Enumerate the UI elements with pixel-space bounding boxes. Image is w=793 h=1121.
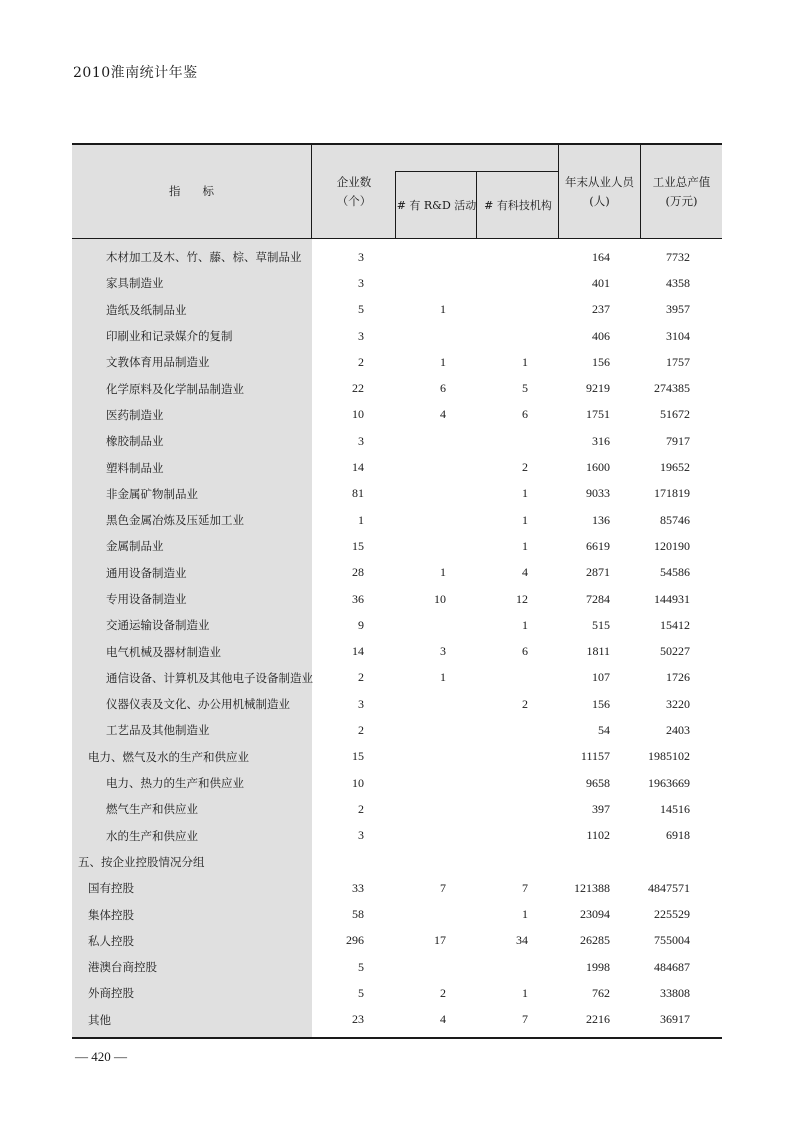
cell-enterprise-count: 15 [352, 749, 364, 764]
cell-employees: 107 [592, 670, 610, 685]
row-indicator-name: 通信设备、计算机及其他电子设备制造业 [106, 670, 313, 685]
cell-output-value: 51672 [660, 407, 690, 422]
table-row [72, 297, 722, 323]
cell-employees: 2871 [586, 565, 610, 580]
cell-enterprise-count: 5 [358, 959, 364, 974]
cell-employees: 156 [592, 696, 610, 711]
table-body [72, 239, 722, 1037]
cell-with-rd: 7 [440, 880, 446, 895]
row-indicator-name: 仪器仪表及文化、办公用机械制造业 [106, 697, 290, 712]
table-row [72, 717, 722, 743]
cell-with-tech-org: 2 [522, 696, 528, 711]
cell-employees: 316 [592, 433, 610, 448]
row-indicator-name: 燃气生产和供应业 [106, 802, 198, 817]
cell-employees: 9658 [586, 775, 610, 790]
cell-with-rd: 6 [440, 381, 446, 396]
row-indicator-name: 专用设备制造业 [106, 592, 187, 606]
table-row [72, 454, 722, 480]
cell-output-value: 4358 [666, 275, 690, 290]
table-row [72, 954, 722, 980]
row-indicator-name: 文教体育用品制造业 [106, 355, 210, 370]
cell-employees: 1811 [586, 644, 610, 659]
page-number: — 420 — [75, 1049, 127, 1064]
header-output-label: 工业总产值 [652, 174, 711, 189]
row-indicator-name: 私人控股 [88, 933, 134, 948]
cell-employees: 9219 [586, 381, 610, 396]
cell-with-tech-org: 1 [522, 985, 528, 1000]
row-indicator-name: 港澳台商控股 [88, 960, 157, 975]
cell-output-value: 50227 [660, 644, 690, 659]
cell-output-value: 1985102 [648, 749, 690, 764]
cell-output-value: 4847571 [648, 880, 690, 895]
cell-enterprise-count: 2 [358, 722, 364, 737]
cell-employees: 237 [592, 302, 610, 317]
table-header [72, 145, 722, 239]
cell-enterprise-count: 15 [352, 538, 364, 553]
row-indicator-name: 橡胶制品业 [106, 434, 164, 449]
table-row [72, 375, 722, 401]
cell-output-value: 755004 [654, 933, 690, 948]
table-row [72, 507, 722, 533]
cell-with-rd: 10 [434, 591, 446, 606]
row-indicator-name: 造纸及纸制品业 [106, 302, 187, 317]
row-indicator-name: 外商控股 [88, 986, 134, 1001]
cell-with-tech-org: 1 [522, 617, 528, 632]
cell-with-tech-org: 7 [522, 880, 528, 895]
cell-enterprise-count: 3 [358, 328, 364, 343]
cell-output-value: 36917 [660, 1012, 690, 1027]
cell-employees: 164 [592, 249, 610, 264]
cell-with-tech-org: 1 [522, 486, 528, 501]
cell-output-value: 33808 [660, 985, 690, 1000]
cell-output-value: 3104 [666, 328, 690, 343]
cell-employees: 136 [592, 512, 610, 527]
cell-enterprise-count: 81 [352, 486, 364, 501]
cell-enterprise-count: 14 [352, 460, 364, 475]
row-indicator-name: 工艺品及其他制造业 [106, 723, 210, 738]
header-employees-label: 年末从业人员 [565, 174, 634, 189]
cell-output-value: 7917 [666, 433, 690, 448]
cell-enterprise-count: 2 [358, 354, 364, 369]
table-row [72, 901, 722, 927]
row-indicator-name: 木材加工及木、竹、藤、棕、草制品业 [106, 250, 302, 265]
cell-enterprise-count: 22 [352, 381, 364, 396]
row-indicator-name: 电气机械及器材制造业 [106, 644, 221, 659]
cell-employees: 397 [592, 801, 610, 816]
row-indicator-name: 集体控股 [88, 907, 134, 922]
cell-output-value: 54586 [660, 565, 690, 580]
cell-output-value: 3957 [666, 302, 690, 317]
table-row [72, 270, 722, 296]
cell-output-value: 14516 [660, 801, 690, 816]
row-indicator-name: 金属制品业 [106, 539, 164, 554]
cell-output-value: 6918 [666, 828, 690, 843]
cell-with-tech-org: 2 [522, 460, 528, 475]
cell-employees: 26285 [580, 933, 610, 948]
cell-employees: 515 [592, 617, 610, 632]
table-row [72, 744, 722, 770]
cell-output-value: 19652 [660, 460, 690, 475]
cell-employees: 6619 [586, 538, 610, 553]
cell-with-rd: 4 [440, 407, 446, 422]
table-row [72, 402, 722, 428]
cell-with-tech-org: 12 [516, 591, 528, 606]
table-row [72, 428, 722, 454]
cell-employees: 1998 [586, 959, 610, 974]
table-row [72, 875, 722, 901]
row-indicator-name: 通用设备制造业 [106, 565, 187, 580]
running-head: 2010淮南统计年鉴 [73, 65, 198, 81]
table-row [72, 691, 722, 717]
header-enterprise-count-unit: （个） [336, 193, 372, 208]
cell-output-value: 15412 [660, 617, 690, 632]
cell-output-value: 1757 [666, 354, 690, 369]
table-row [72, 349, 722, 375]
table-row [72, 980, 722, 1006]
table-row [72, 796, 722, 822]
row-indicator-name: 电力、热力的生产和供应业 [106, 776, 244, 791]
cell-enterprise-count: 3 [358, 249, 364, 264]
row-indicator-name: 家具制造业 [106, 276, 164, 291]
cell-employees: 1102 [586, 828, 610, 843]
row-indicator-name: 电力、燃气及水的生产和供应业 [88, 749, 249, 764]
table-row [72, 323, 722, 349]
table-row [72, 849, 722, 875]
table-row [72, 1007, 722, 1033]
row-indicator-name: 五、按企业控股情况分组 [78, 854, 205, 869]
cell-enterprise-count: 36 [352, 591, 364, 606]
cell-with-rd: 1 [440, 302, 446, 317]
cell-with-tech-org: 7 [522, 1012, 528, 1027]
cell-employees: 762 [592, 985, 610, 1000]
cell-employees: 23094 [580, 907, 610, 922]
cell-output-value: 120190 [654, 538, 690, 553]
table-row [72, 928, 722, 954]
statistics-table [72, 143, 722, 1039]
header-indicator: 指标 [72, 145, 312, 238]
cell-employees: 1600 [586, 460, 610, 475]
cell-with-tech-org: 34 [516, 933, 528, 948]
cell-employees: 9033 [586, 486, 610, 501]
cell-enterprise-count: 296 [346, 933, 364, 948]
row-indicator-name: 水的生产和供应业 [106, 828, 198, 843]
cell-output-value: 484687 [654, 959, 690, 974]
cell-with-rd: 17 [434, 933, 446, 948]
cell-employees: 2216 [586, 1012, 610, 1027]
cell-enterprise-count: 2 [358, 801, 364, 816]
cell-enterprise-count: 58 [352, 907, 364, 922]
cell-with-rd: 4 [440, 1012, 446, 1027]
table-row [72, 586, 722, 612]
cell-enterprise-count: 3 [358, 696, 364, 711]
row-indicator-name: 其他 [88, 1012, 111, 1027]
cell-output-value: 171819 [654, 486, 690, 501]
row-indicator-name: 交通运输设备制造业 [106, 618, 210, 633]
row-indicator-name: 医药制造业 [106, 407, 164, 422]
cell-with-rd: 1 [440, 670, 446, 685]
row-indicator-name: 化学原料及化学制品制造业 [106, 381, 244, 396]
header-output-unit: (万元) [665, 193, 698, 208]
cell-employees: 54 [598, 722, 610, 737]
cell-employees: 156 [592, 354, 610, 369]
header-with-tech-org: # 有科技机构 [476, 171, 559, 238]
cell-with-rd: 1 [440, 354, 446, 369]
cell-enterprise-count: 14 [352, 644, 364, 659]
row-indicator-name: 国有控股 [88, 881, 134, 896]
cell-with-tech-org: 1 [522, 512, 528, 527]
cell-with-tech-org: 4 [522, 565, 528, 580]
cell-with-tech-org: 5 [522, 381, 528, 396]
cell-with-rd: 2 [440, 985, 446, 1000]
cell-employees: 11157 [580, 749, 610, 764]
cell-enterprise-count: 3 [358, 433, 364, 448]
header-with-rd: # 有 R&D 活动 [395, 171, 477, 238]
header-employees [559, 145, 641, 238]
cell-enterprise-count: 5 [358, 302, 364, 317]
table-row [72, 244, 722, 270]
cell-output-value: 225529 [654, 907, 690, 922]
cell-output-value: 2403 [666, 722, 690, 737]
cell-employees: 121388 [574, 880, 610, 895]
table-row [72, 823, 722, 849]
row-indicator-name: 非金属矿物制品业 [106, 486, 198, 501]
cell-enterprise-count: 33 [352, 880, 364, 895]
cell-enterprise-count: 28 [352, 565, 364, 580]
cell-enterprise-count: 5 [358, 985, 364, 1000]
cell-enterprise-count: 2 [358, 670, 364, 685]
cell-employees: 406 [592, 328, 610, 343]
table-bottom-rule [72, 1037, 722, 1039]
cell-enterprise-count: 3 [358, 275, 364, 290]
cell-enterprise-count: 9 [358, 617, 364, 632]
cell-with-tech-org: 1 [522, 907, 528, 922]
cell-output-value: 1963669 [648, 775, 690, 790]
cell-with-rd: 3 [440, 644, 446, 659]
header-enterprise-count-label: 企业数 [336, 174, 372, 189]
cell-enterprise-count: 3 [358, 828, 364, 843]
cell-employees: 7284 [586, 591, 610, 606]
cell-output-value: 7732 [666, 249, 690, 264]
row-indicator-name: 塑料制品业 [106, 460, 164, 475]
header-output-value [641, 145, 722, 238]
cell-enterprise-count: 10 [352, 407, 364, 422]
table-row [72, 770, 722, 796]
cell-output-value: 274385 [654, 381, 690, 396]
header-enterprise-count [313, 145, 395, 238]
table-row [72, 560, 722, 586]
cell-with-tech-org: 1 [522, 538, 528, 553]
cell-enterprise-count: 10 [352, 775, 364, 790]
cell-employees: 1751 [586, 407, 610, 422]
table-row [72, 612, 722, 638]
header-enterprise-group [313, 145, 559, 238]
cell-enterprise-count: 1 [358, 512, 364, 527]
cell-with-tech-org: 6 [522, 644, 528, 659]
cell-enterprise-count: 23 [352, 1012, 364, 1027]
table-row [72, 638, 722, 664]
cell-with-tech-org: 6 [522, 407, 528, 422]
cell-output-value: 3220 [666, 696, 690, 711]
cell-with-tech-org: 1 [522, 354, 528, 369]
cell-employees: 401 [592, 275, 610, 290]
row-indicator-name: 印刷业和记录媒介的复制 [106, 329, 233, 344]
table-row [72, 533, 722, 559]
header-employees-unit: (人) [589, 193, 610, 208]
cell-with-rd: 1 [440, 565, 446, 580]
row-indicator-name: 黑色金属冶炼及压延加工业 [106, 513, 244, 528]
cell-output-value: 144931 [654, 591, 690, 606]
table-row [72, 665, 722, 691]
cell-output-value: 1726 [666, 670, 690, 685]
cell-output-value: 85746 [660, 512, 690, 527]
table-row [72, 481, 722, 507]
